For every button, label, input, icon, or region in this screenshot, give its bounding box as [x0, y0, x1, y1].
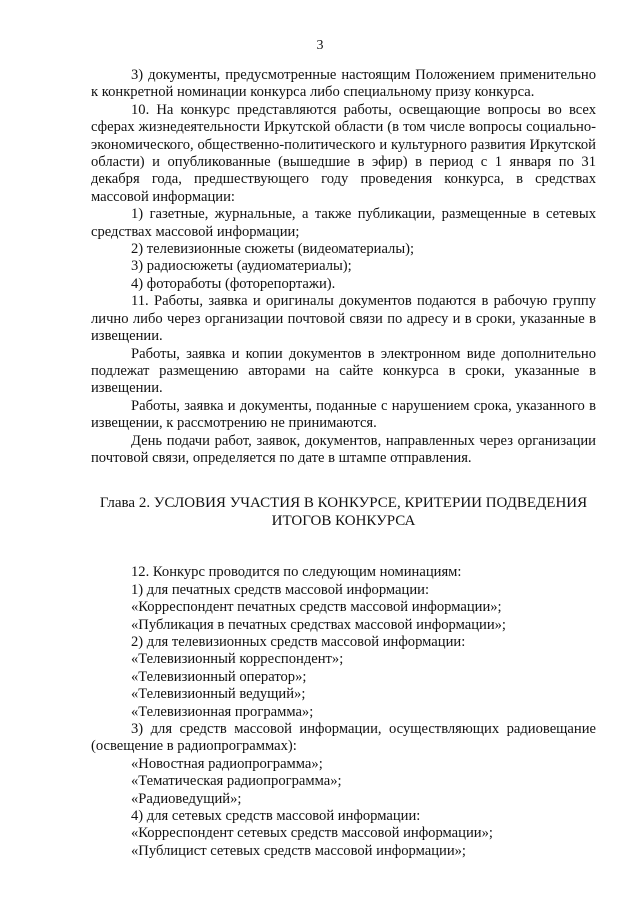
paragraph-11: 11. Работы, заявка и оригиналы документов подаются в рабочую группу лично либо через организации почтовой связи по адресу и в сроки, указанные в извещении.	[91, 293, 596, 345]
nomination-group-print: 1) для печатных средств массовой информации:	[131, 581, 430, 598]
chapter-heading-line-1: Глава 2. УСЛОВИЯ УЧАСТИЯ В КОНКУРСЕ, КРИТЕРИИ ПОДВЕДЕНИЯ	[99, 495, 588, 512]
media-type-photo: 4) фотоработы (фоторепортажи).	[131, 275, 336, 292]
nomination-group-online: 4) для сетевых средств массовой информации:	[131, 808, 421, 825]
paragraph-submission-date: День подачи работ, заявок, документов, направленных через организации почтовой связи, определяется по дате в штампе отправления.	[91, 432, 596, 466]
nomination-item: «Телевизионная программа»;	[131, 703, 314, 720]
paragraph-10: 10. На конкурс представляются работы, освещающие вопросы во всех сферах жизнедеятельности Иркутской области (в том числе вопросы социально-экономического, общественно-политического и культурного развития Иркутской области) и опубликованные (вышедшие в эфир) в период с 1 января по 31 декабря года, предшествующего году проведения конкурса, в средствах массовой информации:	[91, 101, 596, 205]
document-body	[91, 67, 596, 860]
nomination-item: «Новостная радиопрограмма»;	[131, 755, 323, 772]
nomination-group-radio: 3) для средств массовой информации, осуществляющих радиовещание (освещение в радиопрограммах):	[91, 721, 596, 755]
paragraph-item-3-documents: 3) документы, предусмотренные настоящим Положением применительно к конкретной номинации конкурса либо специальному призу конкурса.	[91, 67, 596, 101]
nomination-item: «Публицист сетевых средств массовой информации»;	[131, 842, 466, 859]
page-number: 3	[316, 38, 324, 53]
nomination-item: «Публикация в печатных средствах массовой информации»;	[131, 616, 506, 633]
media-type-radio: 3) радиосюжеты (аудиоматериалы);	[131, 258, 352, 275]
paragraph-late-submissions: Работы, заявка и документы, поданные с нарушением срока, указанного в извещении, к рассмотрению не принимаются.	[91, 397, 596, 432]
paragraph-12: 12. Конкурс проводится по следующим номинациям:	[131, 564, 462, 581]
nomination-item: «Корреспондент печатных средств массовой информации»;	[131, 599, 502, 616]
nomination-item: «Телевизионный оператор»;	[131, 668, 307, 685]
nomination-item: «Тематическая радиопрограмма»;	[131, 773, 342, 790]
paragraph-electronic-copies: Работы, заявка и копии документов в электронном виде дополнительно подлежат размещению авторами на сайте конкурса в сроки, указанные в извещении.	[91, 345, 596, 397]
nomination-item: «Телевизионный корреспондент»;	[131, 651, 344, 668]
media-type-tv: 2) телевизионные сюжеты (видеоматериалы);	[131, 241, 415, 258]
nomination-group-tv: 2) для телевизионных средств массовой информации:	[131, 633, 466, 650]
chapter-heading	[91, 494, 596, 530]
nomination-item: «Телевизионный ведущий»;	[131, 686, 306, 703]
nomination-item: «Корреспондент сетевых средств массовой информации»;	[131, 825, 493, 842]
chapter-heading-line-2: ИТОГОВ КОНКУРСА	[271, 513, 416, 530]
media-type-print: 1) газетные, журнальные, а также публикации, размещенные в сетевых средствах массовой информации;	[91, 206, 596, 240]
nomination-item: «Радиоведущий»;	[131, 790, 242, 807]
